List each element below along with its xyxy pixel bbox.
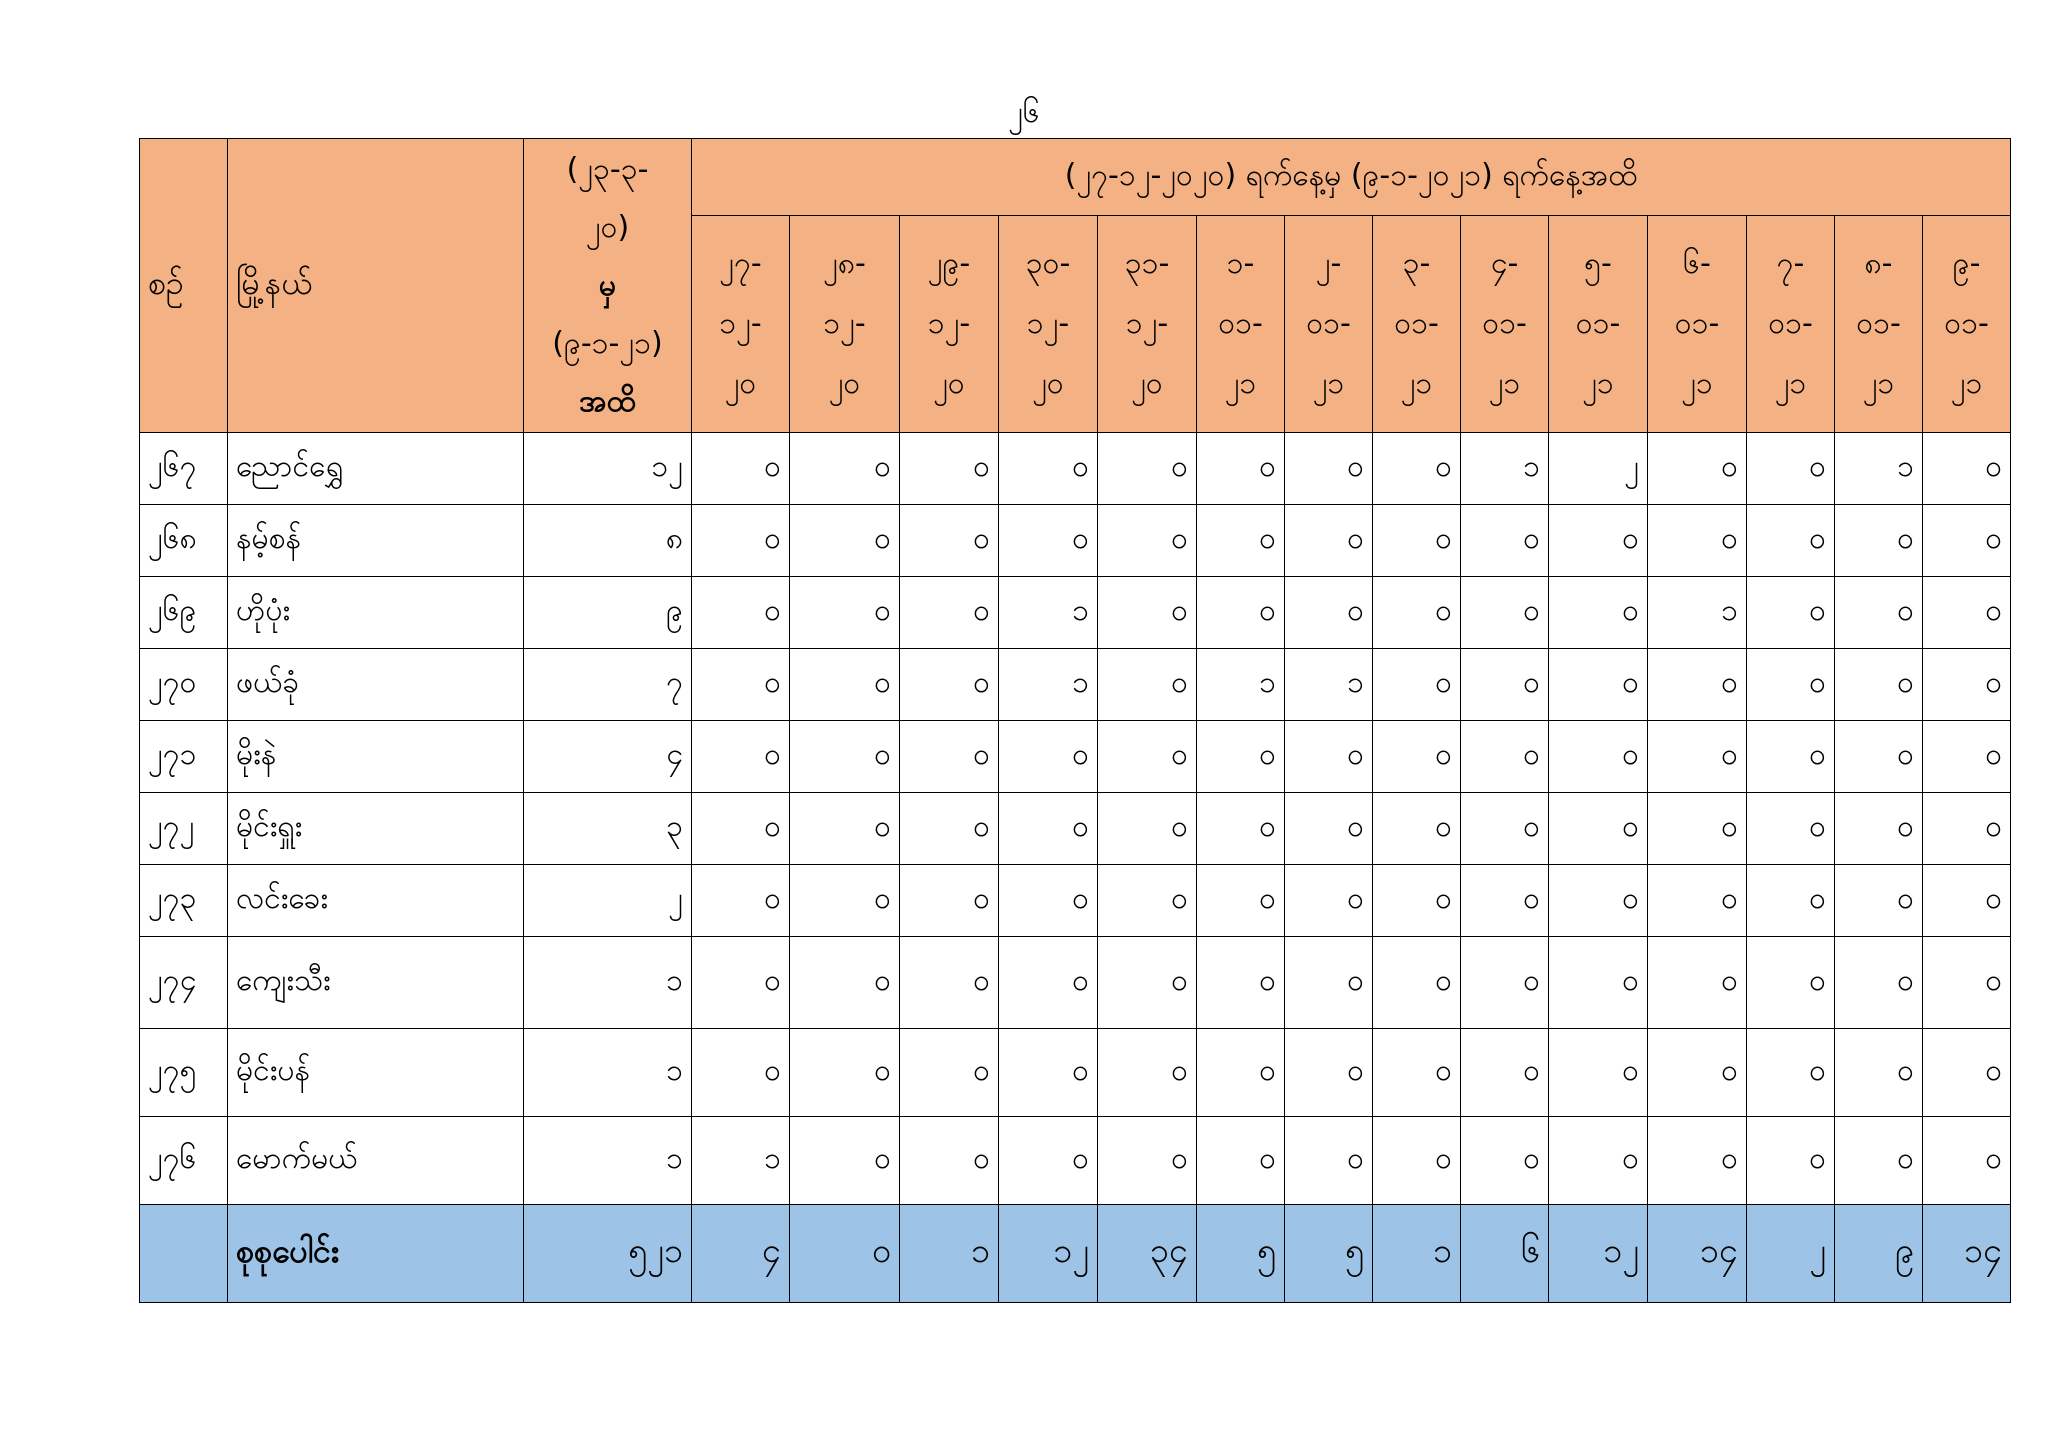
total-daily-count: ၄ xyxy=(692,1205,790,1303)
row-daily-count: ၀ xyxy=(692,433,790,505)
row-daily-count: ၀ xyxy=(1373,1029,1461,1117)
total-daily-count: ၁၂ xyxy=(999,1205,1098,1303)
row-cumulative: ၂ xyxy=(524,865,692,937)
row-daily-count: ၀ xyxy=(1835,721,1923,793)
row-daily-count: ၀ xyxy=(1373,649,1461,721)
table-header xyxy=(140,139,2011,433)
row-daily-count: ၀ xyxy=(1923,793,2011,865)
header-date-9: ၄- ၀၁- ၂၁ xyxy=(1461,216,1549,433)
row-daily-count: ၀ xyxy=(1923,937,2011,1029)
row-daily-count: ၁ xyxy=(999,577,1098,649)
row-daily-count: ၀ xyxy=(900,721,999,793)
row-daily-count: ၁ xyxy=(1835,433,1923,505)
row-daily-count: ၀ xyxy=(1835,1029,1923,1117)
row-daily-count: ၁ xyxy=(1197,649,1285,721)
row-daily-count: ၀ xyxy=(1747,649,1835,721)
row-daily-count: ၀ xyxy=(1747,721,1835,793)
row-daily-count: ၀ xyxy=(1835,865,1923,937)
row-daily-count: ၀ xyxy=(1549,793,1648,865)
row-daily-count: ၀ xyxy=(692,721,790,793)
row-daily-count: ၀ xyxy=(999,937,1098,1029)
row-daily-count: ၀ xyxy=(1098,721,1197,793)
row-daily-count: ၀ xyxy=(1098,1029,1197,1117)
row-daily-count: ၀ xyxy=(1835,793,1923,865)
row-daily-count: ၀ xyxy=(692,937,790,1029)
table-row xyxy=(140,1029,2011,1117)
row-daily-count: ၀ xyxy=(1461,649,1549,721)
row-daily-count: ၀ xyxy=(1648,721,1747,793)
row-daily-count: ၀ xyxy=(1648,433,1747,505)
row-daily-count: ၀ xyxy=(1098,793,1197,865)
row-township: မောက်မယ် xyxy=(228,1117,524,1205)
total-daily-count: ၅ xyxy=(1285,1205,1373,1303)
row-township: လင်းခေး xyxy=(228,865,524,937)
row-daily-count: ၂ xyxy=(1549,433,1648,505)
row-daily-count: ၀ xyxy=(999,721,1098,793)
row-daily-count: ၀ xyxy=(1373,577,1461,649)
row-cumulative: ၄ xyxy=(524,721,692,793)
header-date-3: ၂၉- ၁၂- ၂၀ xyxy=(900,216,999,433)
row-daily-count: ၀ xyxy=(1373,865,1461,937)
row-daily-count: ၀ xyxy=(790,865,900,937)
row-daily-count: ၀ xyxy=(1461,1117,1549,1205)
row-township: ဖယ်ခုံ xyxy=(228,649,524,721)
row-township: မိုင်းပန် xyxy=(228,1029,524,1117)
row-daily-count: ၀ xyxy=(1923,433,2011,505)
row-daily-count: ၀ xyxy=(1747,505,1835,577)
row-daily-count: ၀ xyxy=(1648,505,1747,577)
row-daily-count: ၀ xyxy=(999,793,1098,865)
row-daily-count: ၀ xyxy=(790,505,900,577)
row-daily-count: ၀ xyxy=(1648,865,1747,937)
table-row xyxy=(140,1117,2011,1205)
row-daily-count: ၀ xyxy=(1285,1117,1373,1205)
row-daily-count: ၀ xyxy=(1197,1029,1285,1117)
row-daily-count: ၀ xyxy=(999,865,1098,937)
row-daily-count: ၀ xyxy=(1197,937,1285,1029)
row-daily-count: ၀ xyxy=(692,793,790,865)
row-daily-count: ၀ xyxy=(1549,721,1648,793)
row-daily-count: ၀ xyxy=(1197,505,1285,577)
table-row xyxy=(140,721,2011,793)
total-row xyxy=(140,1205,2011,1303)
row-daily-count: ၀ xyxy=(692,865,790,937)
row-daily-count: ၀ xyxy=(1461,793,1549,865)
table-body xyxy=(140,433,2011,1303)
row-daily-count: ၀ xyxy=(1549,505,1648,577)
row-daily-count: ၀ xyxy=(1373,721,1461,793)
row-daily-count: ၀ xyxy=(999,505,1098,577)
row-daily-count: ၀ xyxy=(1648,1117,1747,1205)
row-daily-count: ၀ xyxy=(999,1029,1098,1117)
table-row xyxy=(140,505,2011,577)
total-daily-count: ၅ xyxy=(1197,1205,1285,1303)
row-daily-count: ၀ xyxy=(1648,649,1747,721)
row-daily-count: ၀ xyxy=(1747,1029,1835,1117)
row-daily-count: ၀ xyxy=(900,577,999,649)
row-daily-count: ၀ xyxy=(1835,505,1923,577)
header-date-6: ၁- ၀၁- ၂၁ xyxy=(1197,216,1285,433)
row-daily-count: ၀ xyxy=(1098,649,1197,721)
row-daily-count: ၀ xyxy=(1549,577,1648,649)
row-cumulative: ၁ xyxy=(524,937,692,1029)
header-date-13: ၈- ၀၁- ၂၁ xyxy=(1835,216,1923,433)
row-township: ဟိုပုံး xyxy=(228,577,524,649)
row-daily-count: ၀ xyxy=(1461,1029,1549,1117)
row-daily-count: ၀ xyxy=(1923,577,2011,649)
row-daily-count: ၀ xyxy=(1835,937,1923,1029)
row-serial-number: ၂၇၁ xyxy=(140,721,228,793)
row-township: ညောင်ရွှေ xyxy=(228,433,524,505)
total-label: စုစုပေါင်း xyxy=(228,1205,524,1303)
row-daily-count: ၀ xyxy=(1747,865,1835,937)
row-daily-count: ၀ xyxy=(1648,1029,1747,1117)
row-daily-count: ၀ xyxy=(1461,505,1549,577)
table-row xyxy=(140,937,2011,1029)
row-daily-count: ၀ xyxy=(790,1117,900,1205)
row-serial-number: ၂၆၉ xyxy=(140,577,228,649)
row-daily-count: ၀ xyxy=(1747,577,1835,649)
row-daily-count: ၀ xyxy=(1549,865,1648,937)
total-daily-count: ၃၄ xyxy=(1098,1205,1197,1303)
row-daily-count: ၀ xyxy=(1461,937,1549,1029)
header-date-2: ၂၈- ၁၂- ၂၀ xyxy=(790,216,900,433)
table-row xyxy=(140,433,2011,505)
row-daily-count: ၀ xyxy=(1285,721,1373,793)
header-cumulative-range: (၂၃-၃- ၂၀) မှ (၉-၁-၂၁) အထိ xyxy=(524,139,692,433)
row-daily-count: ၀ xyxy=(790,433,900,505)
row-cumulative: ၈ xyxy=(524,505,692,577)
row-daily-count: ၀ xyxy=(1549,1117,1648,1205)
row-daily-count: ၀ xyxy=(692,577,790,649)
row-daily-count: ၀ xyxy=(692,505,790,577)
row-daily-count: ၀ xyxy=(900,865,999,937)
row-daily-count: ၀ xyxy=(1549,1029,1648,1117)
row-daily-count: ၀ xyxy=(692,649,790,721)
case-table xyxy=(139,138,2011,1303)
total-daily-count: ၁၄ xyxy=(1648,1205,1747,1303)
header-township: မြို့နယ် xyxy=(228,139,524,433)
row-daily-count: ၀ xyxy=(1923,1029,2011,1117)
row-township: ကျေးသီး xyxy=(228,937,524,1029)
row-daily-count: ၀ xyxy=(1197,865,1285,937)
row-serial-number: ၂၇၀ xyxy=(140,649,228,721)
header-date-7: ၂- ၀၁- ၂၁ xyxy=(1285,216,1373,433)
row-daily-count: ၁ xyxy=(999,649,1098,721)
row-daily-count: ၀ xyxy=(1285,433,1373,505)
total-serial-blank xyxy=(140,1205,228,1303)
row-daily-count: ၀ xyxy=(1923,649,2011,721)
header-serial-number: စဉ် xyxy=(140,139,228,433)
row-daily-count: ၀ xyxy=(900,505,999,577)
row-daily-count: ၀ xyxy=(1373,433,1461,505)
row-daily-count: ၀ xyxy=(1923,505,2011,577)
row-cumulative: ၁၂ xyxy=(524,433,692,505)
row-daily-count: ၀ xyxy=(1549,937,1648,1029)
row-cumulative: ၁ xyxy=(524,1117,692,1205)
total-daily-count: ၁၄ xyxy=(1923,1205,2011,1303)
row-daily-count: ၀ xyxy=(1747,433,1835,505)
row-daily-count: ၀ xyxy=(790,937,900,1029)
row-daily-count: ၀ xyxy=(1197,1117,1285,1205)
row-serial-number: ၂၇၃ xyxy=(140,865,228,937)
row-daily-count: ၀ xyxy=(1923,721,2011,793)
row-daily-count: ၀ xyxy=(1373,937,1461,1029)
header-date-14: ၉- ၀၁- ၂၁ xyxy=(1923,216,2011,433)
row-daily-count: ၀ xyxy=(1197,793,1285,865)
row-serial-number: ၂၆၇ xyxy=(140,433,228,505)
total-daily-count: ၁ xyxy=(900,1205,999,1303)
row-daily-count: ၀ xyxy=(1285,505,1373,577)
row-serial-number: ၂၇၂ xyxy=(140,793,228,865)
row-daily-count: ၀ xyxy=(1098,937,1197,1029)
row-cumulative: ၃ xyxy=(524,793,692,865)
row-daily-count: ၀ xyxy=(999,433,1098,505)
row-daily-count: ၀ xyxy=(1835,1117,1923,1205)
row-daily-count: ၀ xyxy=(1373,1117,1461,1205)
row-serial-number: ၂၇၅ xyxy=(140,1029,228,1117)
row-daily-count: ၀ xyxy=(900,649,999,721)
row-daily-count: ၀ xyxy=(1549,649,1648,721)
row-daily-count: ၀ xyxy=(790,793,900,865)
row-daily-count: ၀ xyxy=(1197,433,1285,505)
row-daily-count: ၀ xyxy=(1098,1117,1197,1205)
total-daily-count: ၁ xyxy=(1373,1205,1461,1303)
row-daily-count: ၀ xyxy=(1098,505,1197,577)
row-daily-count: ၀ xyxy=(790,1029,900,1117)
row-daily-count: ၀ xyxy=(790,721,900,793)
row-cumulative: ၁ xyxy=(524,1029,692,1117)
row-daily-count: ၀ xyxy=(790,649,900,721)
row-daily-count: ၀ xyxy=(1648,937,1747,1029)
header-date-1: ၂၇- ၁၂- ၂၀ xyxy=(692,216,790,433)
row-daily-count: ၀ xyxy=(790,577,900,649)
page-number: ၂၆ xyxy=(1008,95,1040,130)
row-daily-count: ၀ xyxy=(900,937,999,1029)
row-daily-count: ၁ xyxy=(692,1117,790,1205)
row-daily-count: ၀ xyxy=(1461,577,1549,649)
row-daily-count: ၀ xyxy=(1373,505,1461,577)
row-daily-count: ၀ xyxy=(1285,937,1373,1029)
row-daily-count: ၀ xyxy=(1285,1029,1373,1117)
table-row xyxy=(140,793,2011,865)
header-date-4: ၃၀- ၁၂- ၂၀ xyxy=(999,216,1098,433)
row-daily-count: ၀ xyxy=(900,793,999,865)
row-daily-count: ၀ xyxy=(1747,937,1835,1029)
header-date-12: ၇- ၀၁- ၂၁ xyxy=(1747,216,1835,433)
row-daily-count: ၀ xyxy=(900,1117,999,1205)
table-row xyxy=(140,649,2011,721)
row-daily-count: ၀ xyxy=(1747,793,1835,865)
row-daily-count: ၁ xyxy=(1285,649,1373,721)
row-daily-count: ၀ xyxy=(1197,721,1285,793)
row-daily-count: ၀ xyxy=(1923,865,2011,937)
table-row xyxy=(140,865,2011,937)
row-daily-count: ၀ xyxy=(1923,1117,2011,1205)
total-cumulative: ၅၂၁ xyxy=(524,1205,692,1303)
total-daily-count: ၉ xyxy=(1835,1205,1923,1303)
row-daily-count: ၀ xyxy=(1285,793,1373,865)
total-daily-count: ၂ xyxy=(1747,1205,1835,1303)
row-daily-count: ၀ xyxy=(1098,865,1197,937)
header-date-11: ၆- ၀၁- ၂၁ xyxy=(1648,216,1747,433)
row-daily-count: ၁ xyxy=(1648,577,1747,649)
row-daily-count: ၀ xyxy=(900,433,999,505)
row-daily-count: ၀ xyxy=(1461,865,1549,937)
total-daily-count: ၀ xyxy=(790,1205,900,1303)
row-daily-count: ၀ xyxy=(1197,577,1285,649)
row-cumulative: ၇ xyxy=(524,649,692,721)
row-daily-count: ၀ xyxy=(692,1029,790,1117)
row-daily-count: ၀ xyxy=(1835,649,1923,721)
row-township: မိုးနဲ xyxy=(228,721,524,793)
row-cumulative: ၉ xyxy=(524,577,692,649)
row-serial-number: ၂၆၈ xyxy=(140,505,228,577)
row-daily-count: ၀ xyxy=(1747,1117,1835,1205)
row-daily-count: ၀ xyxy=(999,1117,1098,1205)
row-daily-count: ၁ xyxy=(1461,433,1549,505)
table-row xyxy=(140,577,2011,649)
row-daily-count: ၀ xyxy=(1648,793,1747,865)
total-daily-count: ၁၂ xyxy=(1549,1205,1648,1303)
row-serial-number: ၂၇၆ xyxy=(140,1117,228,1205)
row-daily-count: ၀ xyxy=(1835,577,1923,649)
row-daily-count: ၀ xyxy=(1373,793,1461,865)
row-daily-count: ၀ xyxy=(1285,577,1373,649)
row-township: မိုင်းရှူး xyxy=(228,793,524,865)
row-daily-count: ၀ xyxy=(1098,433,1197,505)
header-date-10: ၅- ၀၁- ၂၁ xyxy=(1549,216,1648,433)
row-daily-count: ၀ xyxy=(1285,865,1373,937)
header-date-5: ၃၁- ၁၂- ၂၀ xyxy=(1098,216,1197,433)
row-serial-number: ၂၇၄ xyxy=(140,937,228,1029)
header-date-8: ၃- ၀၁- ၂၁ xyxy=(1373,216,1461,433)
total-daily-count: ၆ xyxy=(1461,1205,1549,1303)
header-period-title: (၂၇-၁၂-၂၀၂၀) ရက်နေ့မှ (၉-၁-၂၀၂၁) ရက်နေ့အထိ xyxy=(692,139,2011,216)
row-daily-count: ၀ xyxy=(1461,721,1549,793)
row-township: နမ့်စန် xyxy=(228,505,524,577)
row-daily-count: ၀ xyxy=(900,1029,999,1117)
row-daily-count: ၀ xyxy=(1098,577,1197,649)
